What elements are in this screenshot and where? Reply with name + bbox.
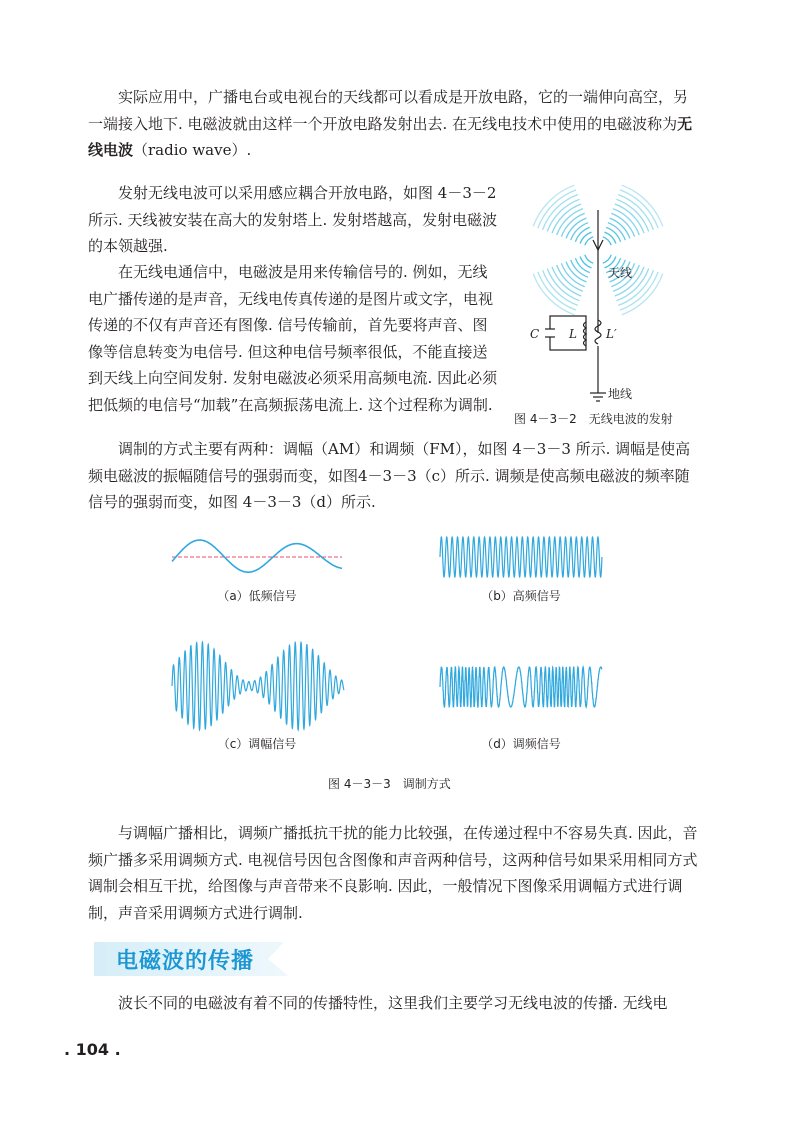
emission-arc: [603, 255, 611, 263]
chart-high-frequency-signal: [440, 532, 602, 582]
paragraph-transmission: 发射无线电波可以采用感应耦合开放电路，如图 4－3－2 所示. 天线被安装在高大的发射塔上. 发射塔越高，发射电磁波的本领越强.: [88, 184, 498, 255]
section-title: 电磁波的传播: [116, 949, 255, 974]
caption-figure-4-3-3: 图 4－3－3 调制方式: [328, 777, 451, 791]
emission-arc: [566, 262, 586, 282]
emission-arc: [571, 260, 588, 277]
emission-arc: [566, 218, 586, 238]
emission-arc: [610, 218, 630, 238]
emission-arc: [533, 185, 574, 226]
label-antenna: 天线: [608, 266, 633, 280]
figure-radio-emission: [520, 188, 680, 418]
subcaption-d: （d）调频信号: [481, 737, 561, 751]
high-frequency-wave: [440, 537, 602, 577]
subcaption-c: （c）调幅信号: [217, 737, 297, 751]
paragraph-modulation-intro: 在无线电通信中，电磁波是用来传输信号的. 例如，无线电广播传递的是声音，无线电传真传递的是图片或文字，电视传递的不仅有声音还有图像. 信号传输前，首先要将声音、图像等信息转变为电信号. 但这种电信号频率很低，不能直接送到天线上向空间发射. 发射电磁波必须采用高频电流. 因此必须把低频的电信号“加载”在高频振荡电流上. 这个过程称为调制.: [88, 263, 498, 414]
emission-arc: [622, 185, 663, 226]
emission-arc: [585, 237, 593, 245]
label-inductor-prime: L′: [606, 327, 617, 341]
emission-arc: [571, 223, 588, 240]
page-number: . 104 .: [64, 1040, 121, 1059]
subcaption-b: （b）高频信号: [481, 589, 561, 603]
caption-figure-4-3-2: 图 4－3－2 无线电波的发射: [514, 412, 673, 426]
paragraph-modulation-types: 调制的方式主要有两种：调幅（AM）和调频（FM），如图 4－3－3 所示. 调幅是使高频电磁波的振幅随信号的强弱而变，如图4－3－3（c）所示. 调频是使高频电磁波的频率随信号的强弱而变，如图 4－3－3（d）所示.: [88, 440, 691, 511]
emission-arc: [608, 223, 625, 240]
chart-fm-signal: [440, 662, 602, 712]
frequency-modulated-wave: [440, 667, 602, 707]
paragraph-intro: 实际应用中，广播电台或电视台的天线都可以看成是开放电路，它的一端伸向高空，另一端接入地下. 电磁波就由这样一个开放电路发射出去. 在无线电技术中使用的电磁波称为无线电波（radio wave）.: [88, 88, 693, 159]
label-capacitor: C: [530, 327, 540, 341]
paragraph-fm-advantages: 与调幅广播相比，调频广播抵抗干扰的能力比较强，在传递过程中不容易失真. 因此，音频广播多采用调频方式. 电视信号因包含图像和声音两种信号，这两种信号如果采用相同方式调制会相互干扰，给图像与声音带来不良影响. 因此，一般情况下图像采用调幅方式进行调制，声音采用调频方式进行调制.: [88, 824, 698, 922]
low-frequency-wave: [172, 540, 342, 572]
label-ground: 地线: [608, 387, 633, 401]
emission-arc: [585, 255, 593, 263]
emission-arc: [603, 237, 611, 245]
subcaption-a: （a）低频信号: [217, 589, 297, 603]
paragraph-propagation: 波长不同的电磁波有着不同的传播特性，这里我们主要学习无线电波的传播. 无线电: [118, 994, 668, 1012]
chart-low-frequency-signal: [172, 532, 342, 582]
emission-arc: [533, 274, 574, 315]
label-inductor: L: [569, 327, 577, 341]
chart-am-signal: [172, 636, 344, 736]
amplitude-modulated-wave: [172, 642, 344, 730]
term-radio-wave: 无线电波: [88, 114, 693, 159]
